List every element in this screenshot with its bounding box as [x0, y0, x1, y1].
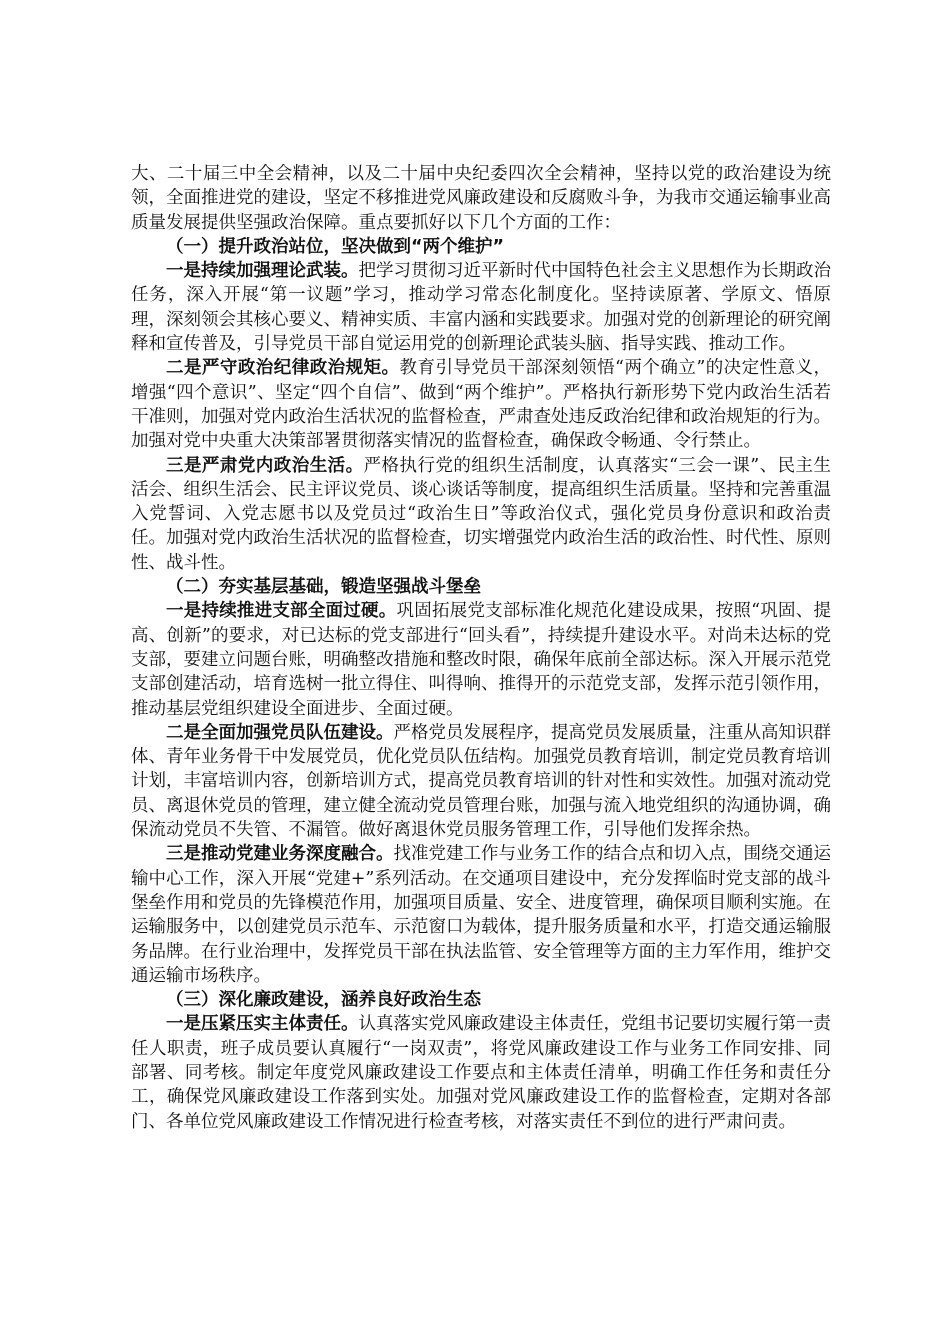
paragraph-text: 巩固拓展党支部标准化规范化建设成果，按照“巩固、提高、创新”的要求，对已达标的党支部进行“回头看”，持续提升建设水平。对尚未达标的党支部，要建立问题台账，明确整改措施和整改时限，确保年底前全部达标。深入开展示范党支部创建活动，培育选树一批立得住、叫得响、推得开的示范党支部，发挥示范引领作用，推动基层党组织建设全面进步、全面过硬。	[131, 601, 832, 719]
paragraph-text: 找准党建工作与业务工作的结合点和切入点，围绕交通运输中心工作，深入开展“党建+”系列活动。在交通项目建设中，充分发挥临时党支部的战斗堡垒作用和党员的先锋模范作用，加强项目质量、安全、进度管理，确保项目顺利实施。在运输服务中，以创建党员示范车、示范窗口为载体，提升服务质量和水平，打造交通运输服务品牌。在行业治理中，发挥党员干部在执法监管、安全管理等方面的主力军作用，维护交通运输市场秩序。	[131, 844, 831, 986]
paragraph-lead: 二是严守政治纪律政治规矩。	[166, 358, 400, 379]
paragraph-text: 认真落实党风廉政建设主体责任，党组书记要切实履行第一责任人职责，班子成员要认真履行“一岗双责”，将党风廉政建设工作与业务工作同安排、同部署、同考核。制定年度党风廉政建设工作要点和主体责任清单，明确工作任务和责任分工，确保党风廉政建设工作落到实处。加强对党风廉政建设工作的监督检查，定期对各部门、各单位党风廉政建设工作情况进行检查考核，对落实责任不到位的进行严肃问责。	[131, 1014, 831, 1132]
paragraph-text: 大、二十届三中全会精神，以及二十届中央纪委四次全会精神，坚持以党的政治建设为统领，全面推进党的建设，坚定不移推进党风廉政建设和反腐败斗争，为我市交通运输事业高质量发展提供坚强政治保障。重点要抓好以下几个方面的工作：	[131, 164, 831, 233]
paragraph-2-3	[131, 842, 831, 988]
paragraph-1-3	[131, 454, 831, 575]
paragraph-2-2	[131, 721, 831, 842]
paragraph-2-1	[131, 599, 831, 720]
paragraph-lead: 一是压紧压实主体责任。	[166, 1014, 359, 1035]
paragraph-lead: 三是推动党建业务深度融合。	[166, 844, 394, 865]
paragraph-lead: 二是全面加强党员队伍建设。	[166, 722, 394, 743]
section-heading-1: （一）提升政治站位，坚决做到“两个维护”	[166, 236, 505, 257]
paragraph-1-2	[131, 356, 831, 453]
paragraph-text: 严格执行党的组织生活制度，认真落实“三会一课”、民主生活会、组织生活会、民主评议党员、谈心谈话等制度，提高组织生活质量。坚持和完善重温入党誓词、入党志愿书以及党员过“政治生日”等政治仪式，强化党员身份意识和政治责任。加强对党内政治生活状况的监督检查，切实增强党内政治生活的政治性、时代性、原则性、战斗性。	[131, 455, 831, 573]
paragraph-text: 严格党员发展程序，提高党员发展质量，注重从高知识群体、青年业务骨干中发展党员，优化党员队伍结构。加强党员教育培训，制定党员教育培训计划，丰富培训内容，创新培训方式，提高党员教育培训的针对性和实效性。加强对流动党员、离退休党员的管理，建立健全流动党员管理台账，加强与流入地党组织的沟通协调，确保流动党员不失管、不漏管。做好离退休党员服务管理工作，引导他们发挥余热。	[131, 722, 831, 841]
intro-paragraph	[131, 162, 831, 235]
paragraph-lead: 三是严肃党内政治生活。	[166, 455, 364, 476]
section-heading-3: （三）深化廉政建设，涵养良好政治生态	[166, 990, 481, 1011]
paragraph-lead: 一是持续推进支部全面过硬。	[166, 601, 397, 622]
section-heading-2: （二）夯实基层基础，锻造坚强战斗堡垒	[166, 577, 481, 598]
document-body	[131, 162, 831, 1134]
paragraph-1-1	[131, 259, 831, 356]
paragraph-3-1	[131, 1012, 831, 1133]
paragraph-lead: 一是持续加强理论武装。	[166, 261, 359, 282]
paragraph-text: 把学习贯彻习近平新时代中国特色社会主义思想作为长期政治任务，深入开展“第一议题”学习，推动学习常态化制度化。坚持读原著、学原文、悟原理，深刻领会其核心要义、精神实质、丰富内涵和实践要求。加强对党的创新理论的研究阐释和宣传普及，引导党员干部自觉运用党的创新理论武装头脑、指导实践、推动工作。	[131, 261, 831, 355]
paragraph-text: 教育引导党员干部深刻领悟“两个确立”的决定性意义，增强“四个意识”、坚定“四个自信”、做到“两个维护”。严格执行新形势下党内政治生活若干准则，加强对党内政治生活状况的监督检查，严肃查处违反政治纪律和政治规矩的行为。加强对党中央重大决策部署贯彻落实情况的监督检查，确保政令畅通、令行禁止。	[131, 358, 831, 452]
